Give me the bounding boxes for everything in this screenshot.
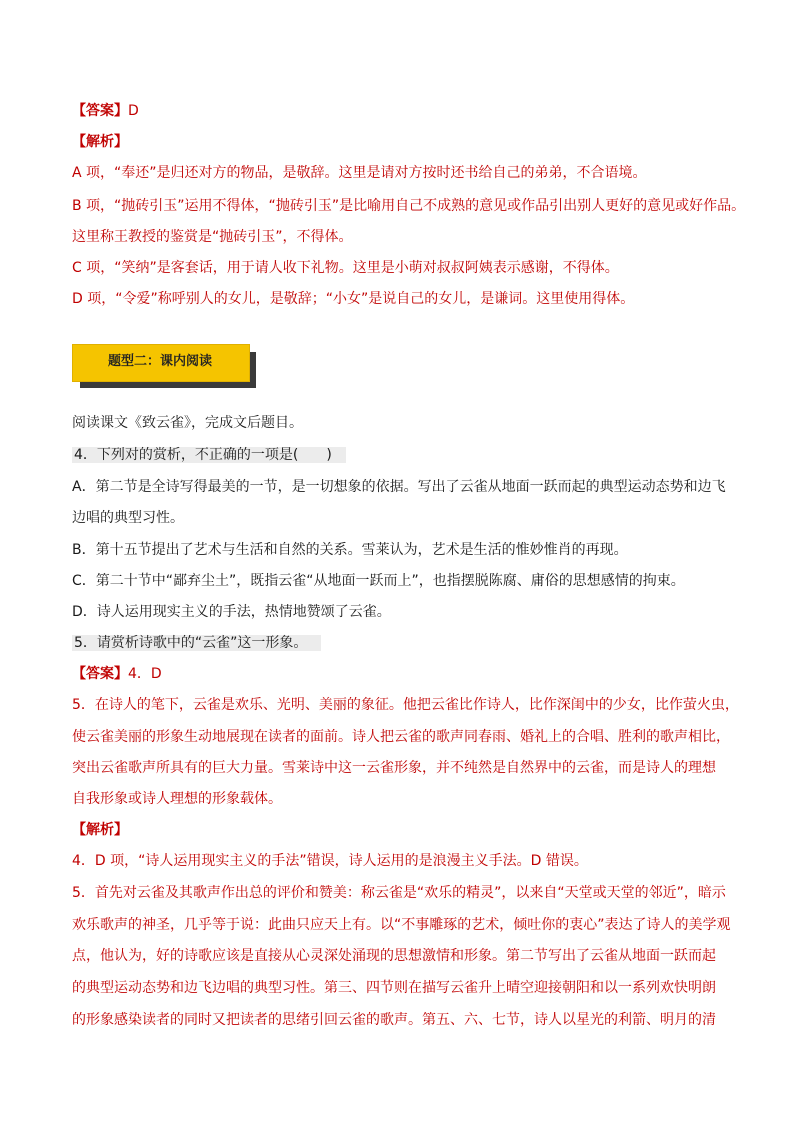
analysis-2-line: 的典型运动态势和边飞边唱的典型习性。第三、四节则在描写云雀升上晴空迎接朝阳和以一系列欢快明朗: [72, 980, 716, 996]
option-line: A．第二节是全诗写得最美的一节，是一切想象的依据。写出了云雀从地面一跃而起的典型运动态势和边飞: [72, 479, 726, 495]
question-4-text: 4．下列对的赏析，不正确的一项是(: [74, 447, 299, 463]
option-line: D．诗人运用现实主义的手法，热情地赞颂了云雀。: [72, 604, 391, 620]
answer-5-line: 5．在诗人的笔下，云雀是欢乐、光明、美丽的象征。他把云雀比作诗人，比作深闺中的少女，比作萤火虫，: [72, 697, 739, 713]
analysis-label-1: 【解析】: [72, 134, 128, 150]
analysis-line: 这里称王教授的鉴赏是“抛砖引玉”，不得体。: [72, 229, 353, 245]
answer-5-line: 自我形象或诗人理想的形象载体。: [72, 791, 282, 807]
answer-5-line: 突出云雀歌声所具有的巨大力量。雪莱诗中这一云雀形象，并不纯然是自然界中的云雀，而是诗人的理想: [72, 760, 716, 776]
option-line: B．第十五节提出了艺术与生活和自然的关系。雪莱认为，艺术是生活的惟妙惟肖的再现。: [72, 542, 628, 558]
analysis-line: C 项，“笑纳”是客套话，用于请人收下礼物。这里是小萌对叔叔阿姨表示感谢，不得体。: [72, 260, 619, 276]
answer-label: 【答案】: [72, 103, 128, 119]
question-4-stem-highlight: [72, 447, 346, 463]
question-5-stem: [72, 633, 754, 653]
analysis-2-line: 4．D 项，“诗人运用现实主义的手法”错误，诗人运用的是浪漫主义手法。D 错误。: [72, 853, 588, 869]
section-banner: [68, 340, 258, 390]
analysis-2-line: 5．首先对云雀及其歌声作出总的评价和赞美：称云雀是“欢乐的精灵”，以来自“天堂或天堂的邻近”，暗示: [72, 885, 726, 901]
banner-label: 题型二：课内阅读: [107, 354, 212, 369]
question-5-highlight: 5．请赏析诗歌中的“云雀”这一形象。: [72, 635, 321, 651]
analysis-2-line: 的形象感染读者的同时又把读者的思绪引回云雀的歌声。第五、六、七节，诗人以星光的利箭、明月的清: [72, 1012, 716, 1028]
question-4-close: ): [326, 447, 332, 463]
answer-value: 4．D: [128, 666, 162, 682]
answer-5-line: 使云雀美丽的形象生动地展现在读者的面前。诗人把云雀的歌声同春雨、婚礼上的合唱、胜利的歌声相比，: [72, 729, 730, 745]
option-line: C．第二十节中“鄙弃尘土”，既指云雀“从地面一跃而上”，也指摆脱陈腐、庸俗的思想感情的拘束。: [72, 573, 685, 589]
answer-value: D: [128, 103, 139, 119]
analysis-2-line: 欢乐歌声的神圣，几乎等于说：此曲只应天上有。以“不事雕琢的艺术，倾吐你的衷心”表达了诗人的美学观: [72, 917, 731, 933]
analysis-2-line: 点，他认为，好的诗歌应该是直接从心灵深处涌现的思想激情和形象。第二节写出了云雀从地面一跃而起: [72, 948, 716, 964]
answer-label: 【答案】: [72, 666, 128, 682]
answer-line-1: [72, 101, 754, 121]
analysis-line: D 项，“令爱”称呼别人的女儿，是敬辞；“小女”是说自己的女儿，是谦词。这里使用得体。: [72, 291, 635, 307]
question-4-stem: [72, 445, 754, 465]
intro-text: 阅读课文《致云雀》，完成文后题目。: [72, 415, 303, 431]
analysis-line: A 项，“奉还”是归还对方的物品，是敬辞。这里是请对方按时还书给自己的弟弟，不合语境。: [72, 165, 647, 181]
option-line: 边唱的典型习性。: [72, 510, 184, 526]
analysis-line: B 项，“抛砖引玉”运用不得体，“抛砖引玉”是比喻用自己不成熟的意见或作品引出别人更好的意见或好作品。: [72, 198, 746, 214]
answer-line-2: [72, 664, 754, 684]
analysis-label-2: 【解析】: [72, 822, 128, 838]
